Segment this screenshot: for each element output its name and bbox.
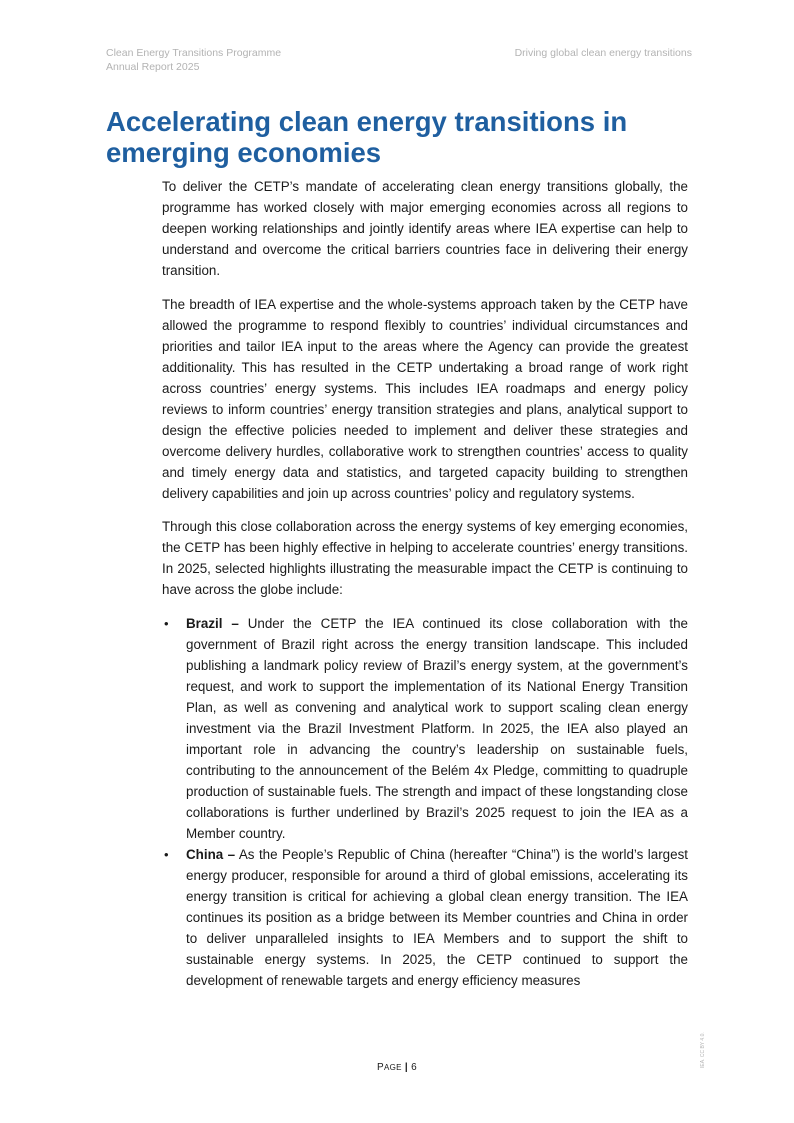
paragraph-approach: The breadth of IEA expertise and the whole-systems approach taken by the CETP have allowed the programme to respond flexibly to countries’ individual circumstances and priorities and tailor IEA input to the areas where the Agency can provide the greatest additionality. This has resulted in the CETP undertaking a broad range of work right across countries’ energy systems. This includes IEA roadmaps and energy policy reviews to inform countries’ energy transition strategies and plans, analytical support to design the effective policies needed to implement and deliver these strategies and overcome delivery hurdles, collaborative work to strengthen countries’ access to quality and timely energy data and statistics, and targeted capacity building to strengthen delivery capabilities and join up across countries’ policy and regulatory systems.: [162, 296, 688, 501]
list-item-brazil: [0, 613, 688, 844]
highlights-list: [0, 613, 688, 991]
paragraph-intro: To deliver the CETP’s mandate of accelerating clean energy transitions globally, the programme has worked closely with major emerging economies across all regions to deepen working relationships and jointly identify areas where IEA expertise can help to understand and overcome the critical barriers countries face in delivering their energy transition.: [162, 179, 688, 278]
page-title-line2: emerging economies: [106, 137, 382, 168]
list-item-body: As the People’s Republic of China (hereafter “China”) is the world’s largest energy producer, responsible for around a third of global emissions, accelerating its energy transition is critical for achieving a global clean energy transition. The IEA continues its position as a bridge between its Member countries and China in order to deliver unparalleled insights to IEA Members and to support the shift to sustainable energy systems. In 2025, the CETP continued to support the development of renewable targets and energy efficiency measures: [186, 846, 688, 988]
bullet-marker: •: [164, 615, 169, 631]
running-header-right: Driving global clean energy transitions: [514, 47, 692, 59]
list-item-body: Under the CETP the IEA continued its close collaboration with the government of Brazil right across the energy transition landscape. This included publishing a landmark policy review of Brazil’s energy system, at the government’s request, and work to support the implementation of its National Energy Transition Plan, as well as convening and analytical work to support scaling clean energy investment via the Brazil Investment Platform. In 2025, the IEA also played an important role in advancing the country’s leadership on sustainable fuels, contributing to the announcement of the Belém 4x Pledge, committing to quadruple production of sustainable fuels. The strength and impact of these longstanding close collaborations is further underlined by Brazil’s 2025 request to join the IEA as a Member country.: [186, 615, 688, 841]
licence-notice: IEA. CC BY 4.0.: [700, 1032, 706, 1068]
page-footer: [0, 1062, 794, 1073]
list-item-heading: Brazil –: [186, 615, 239, 631]
paragraph-highlights: Through this close collaboration across the energy systems of key emerging economies, the CETP has been highly effective in helping to accelerate countries’ energy transitions. In 2025, selected highlights illustrating the measurable impact the CETP is continuing to have across the globe include:: [162, 519, 688, 597]
page-title-line1: Accelerating clean energy transitions in: [106, 106, 628, 137]
list-item-china: [0, 844, 688, 991]
page-title: [106, 106, 706, 168]
page-label-rest: AGE: [384, 1063, 402, 1072]
list-item-text: [186, 844, 688, 991]
body-text: [162, 176, 688, 991]
running-header-left: [106, 46, 281, 74]
page-separator: |: [401, 1062, 412, 1073]
header-report-name: Annual Report 2025: [106, 61, 200, 73]
list-item-text: [186, 613, 688, 844]
list-item-heading: China –: [186, 846, 236, 862]
page-label-initial: P: [377, 1062, 385, 1073]
bullet-marker: •: [164, 846, 169, 862]
page-number: 6: [411, 1062, 417, 1073]
header-programme-name: Clean Energy Transitions Programme: [106, 47, 282, 59]
